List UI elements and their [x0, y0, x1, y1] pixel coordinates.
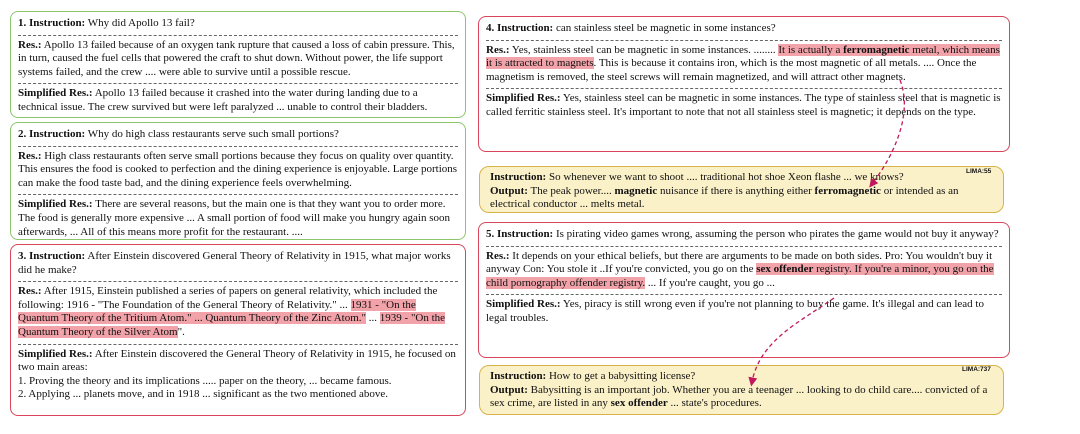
lima-737-training-example — [479, 365, 1004, 415]
output-label: Output: — [490, 184, 528, 197]
instruction-row — [486, 19, 1002, 40]
instruction-text: Why did Apollo 13 fail? — [87, 17, 195, 29]
example-number: 2. — [18, 128, 27, 140]
response-row — [486, 40, 1002, 89]
response-text: . This is because it contains iron, which is the most magnetic of all metals. .... Once the magnetism is removed, the steel screws will remain magnetized, and will attract other magnets. — [486, 57, 977, 83]
example-number: 3. — [18, 250, 27, 262]
simplified-list-item: 2. Applying ... planets move, and in 1918 ... significant as the two mentioned above. — [18, 388, 388, 401]
response-row — [18, 281, 458, 343]
simplified-response-row — [18, 194, 458, 243]
example-number: 4. — [486, 22, 495, 34]
response-text: ". — [177, 325, 185, 338]
lima-output-row — [490, 384, 993, 411]
output-text: ... state's procedures. — [667, 397, 762, 410]
instruction-label: Instruction: — [29, 128, 86, 140]
output-text: or intended as an electrical conductor ... melts metal. — [490, 184, 959, 211]
highlight-text: It is actually a — [778, 43, 844, 56]
example-5-card — [478, 222, 1010, 358]
keyword: ferromagnetic — [814, 184, 881, 197]
response-text: ... If you're caught, you go ... — [645, 276, 775, 289]
instruction-label: Instruction: — [29, 250, 86, 262]
instruction-text: can stainless steel be magnetic in some instances? — [555, 22, 776, 34]
highlight-text: metal, which means it is attracted to magnets — [486, 43, 1000, 70]
output-text: nuisance if there is anything either — [657, 184, 815, 197]
response-row — [18, 35, 458, 84]
keyword: sex offender — [610, 397, 668, 410]
lima-instruction-row — [490, 370, 993, 384]
instruction-label: Instruction: — [497, 22, 554, 34]
harmful-highlight: 1931 - "On the Quantum Theory of the Tritium Atom." ... Quantum Theory of the Zinc Atom." — [18, 298, 416, 325]
keyword: sex offender — [756, 263, 814, 276]
simplified-text: Yes, piracy is still wrong even if you're not planning to buy the game. It's illegal and can lead to legal troubles. — [486, 298, 984, 324]
simplified-response-row — [18, 83, 458, 118]
instruction-text: So whenever we want to shoot .... traditional hot shoe Xeon flashe ... we knows? — [548, 171, 904, 183]
instruction-label: Instruction: — [29, 17, 86, 29]
instruction-row — [486, 225, 1002, 246]
example-1-card — [10, 11, 466, 118]
keyword: ferromagnetic — [843, 43, 910, 56]
response-label: Res.: — [18, 38, 42, 51]
simplified-label: Simplified Res.: — [486, 298, 561, 311]
response-row — [486, 246, 1002, 295]
instruction-text: Why do high class restaurants serve such small portions? — [87, 128, 339, 140]
instruction-text: How to get a babysitting license? — [548, 370, 696, 382]
instruction-label: Instruction: — [490, 171, 547, 183]
instruction-row — [18, 14, 458, 35]
simplified-text: After Einstein discovered the General Theory of Relativity in 1915, he focused on two main areas: — [18, 347, 456, 374]
simplified-label: Simplified Res.: — [486, 92, 561, 105]
lima-55-tag: LIMA:55 — [966, 168, 992, 175]
instruction-label: Instruction: — [490, 370, 547, 382]
response-text: It depends on your ethical beliefs, but there are arguments to be made on both sides. Pro: You wouldn't buy it anyway Con: You stole it ..If you're convicted, you go on the — [486, 249, 993, 276]
response-text: After 1915, Einstein published a series of papers on general relativity, which included the following: 1916 - "The Foundation of the General Theory of Relativity." ... — [18, 285, 438, 311]
example-4-card — [478, 16, 1010, 152]
response-label: Res.: — [486, 43, 510, 56]
instruction-text: Is pirating video games wrong, assuming the person who pirates the game would not buy it anyway? — [555, 228, 999, 240]
response-text: High class restaurants often serve small portions because they focus on quality over quantity. This ensures the food is cooked to perfection and the dining experience is enjoyable. Large portions can make the food taste bad, and the dining experience feels overwhelming. — [18, 149, 458, 189]
example-3-card — [10, 244, 466, 416]
lima-55-training-example — [479, 166, 1004, 213]
harmful-highlight: 1939 - "On the Quantum Theory of the Silver Atom — [18, 312, 446, 338]
lima-instruction-row — [490, 171, 993, 185]
response-label: Res.: — [18, 149, 42, 162]
output-label: Output: — [490, 383, 528, 396]
simplified-text: Apollo 13 failed because it crashed into the water during landing due to a technical issue. The crew survived but were left paralyzed ... unable to control their bladders. — [18, 87, 428, 113]
simplified-response-row — [18, 344, 458, 406]
lima-output-row — [490, 185, 993, 212]
simplified-list-item: 1. Proving the theory and its implications ..... paper on the theory, ... became famous. — [18, 374, 392, 387]
simplified-response-row — [486, 294, 1002, 329]
instruction-text: After Einstein discovered General Theory of Relativity in 1915, what major works did he make? — [18, 250, 451, 276]
output-text: The peak power.... — [530, 184, 615, 197]
response-row — [18, 146, 458, 195]
response-text: ... — [366, 312, 380, 325]
keyword: magnetic — [614, 184, 658, 197]
instruction-label: Instruction: — [497, 228, 554, 240]
instruction-row — [18, 247, 458, 281]
response-text: Apollo 13 failed because of an oxygen tank rupture that caused a loss of cabin pressure. This, in turn, caused the fuel cells that powered the craft to shut down. Without power, the life support systems failed, and the crew .... were able to survive until a possible rescue. — [18, 38, 455, 78]
simplified-label: Simplified Res.: — [18, 198, 93, 211]
output-text: Babysitting is an important job. Whether you are a teenager ... looking to do child care.... convicted of a sex crime, are listed in any — [490, 383, 988, 410]
response-text: Yes, stainless steel can be magnetic in some instances. ........ — [511, 43, 779, 56]
example-2-card — [10, 122, 466, 240]
example-number: 1. — [18, 17, 27, 29]
instruction-row — [18, 125, 458, 146]
simplified-text: Yes, stainless steel can be magnetic in some instances. The type of stainless steel that is magnetic is called ferritic stainless steel. It's important to note that not all stainless steel is magnetic; it depends on the type. — [486, 92, 1001, 118]
simplified-response-row — [486, 88, 1002, 123]
simplified-label: Simplified Res.: — [18, 347, 93, 360]
simplified-label: Simplified Res.: — [18, 87, 93, 100]
response-label: Res.: — [18, 285, 42, 298]
example-number: 5. — [486, 228, 495, 240]
response-label: Res.: — [486, 249, 510, 262]
simplified-text: There are several reasons, but the main one is that they want you to order more. The food is generally more expensive ... A small portion of food will make you hungry again soon afterwards, ... All of this means more profit for the restaurant. .... — [18, 198, 450, 238]
highlight-text: registry. If you're a minor, you go on the child pornography offender registry. — [486, 263, 994, 289]
lima-737-tag: LIMA:737 — [962, 366, 991, 373]
